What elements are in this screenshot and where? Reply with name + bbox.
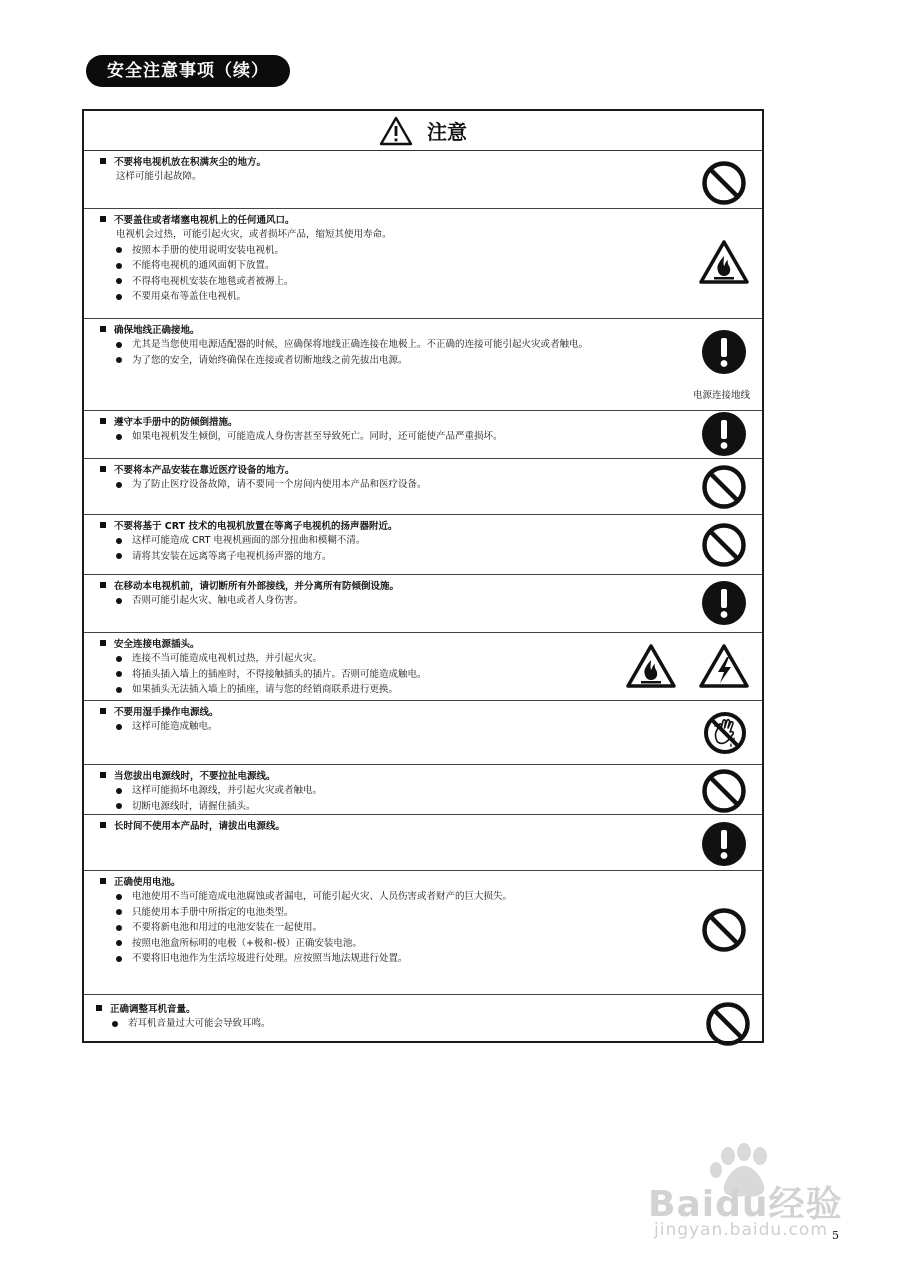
prohibition-icon	[705, 1001, 751, 1047]
fire-warning-icon	[698, 239, 750, 285]
prohibition-icon	[701, 907, 747, 953]
heading-marker	[100, 822, 106, 828]
caution-item-text: 这样可能造成触电。	[132, 721, 218, 732]
caution-item	[84, 995, 762, 1041]
heading-marker	[96, 1005, 102, 1011]
bullet-dot	[116, 263, 122, 269]
bullet-dot	[116, 788, 122, 794]
bullet-dot	[116, 357, 122, 363]
caution-item-heading: 不要盖住或者堵塞电视机上的任何通风口。	[114, 215, 295, 226]
bullet-dot	[116, 656, 122, 662]
watermark-url: jingyan.baidu.com	[654, 1220, 828, 1240]
prohibition-icon	[701, 522, 747, 568]
bullet-dot	[112, 1021, 118, 1027]
caution-item-heading: 不要将基于 CRT 技术的电视机放置在等离子电视机的扬声器附近。	[114, 521, 398, 532]
bullet-dot	[116, 925, 122, 931]
caution-item-text: 如果电视机发生倾倒，可能造成人身伤害甚至导致死亡。同时，还可能使产品严重损坏。	[132, 431, 503, 442]
caution-item	[84, 459, 762, 515]
caution-item-text: 这样可能引起故障。	[116, 171, 202, 182]
caution-item-heading: 不要将本产品安装在靠近医疗设备的地方。	[114, 465, 295, 476]
mandatory-icon	[701, 329, 747, 375]
bullet-dot	[116, 538, 122, 544]
bullet-dot	[116, 940, 122, 946]
heading-marker	[100, 326, 106, 332]
bullet-dot	[116, 687, 122, 693]
caution-item-text: 为了防止医疗设备故障，请不要同一个房间内使用本产品和医疗设备。	[132, 479, 427, 490]
caution-item-heading: 确保地线正确接地。	[114, 325, 200, 336]
caution-item-text: 电视机会过热，可能引起火灾，或者损坏产品，缩短其使用寿命。	[116, 229, 392, 240]
caution-title-bar	[84, 111, 762, 151]
bullet-dot	[116, 482, 122, 488]
bullet-dot	[116, 894, 122, 900]
caution-item-text: 按照本手册的使用说明安装电视机。	[132, 244, 285, 256]
bullet-dot	[116, 909, 122, 915]
caution-item-heading: 当您拔出电源线时，不要拉扯电源线。	[114, 771, 276, 782]
caution-item-heading: 在移动本电视机前，请切断所有外部接线，并分离所有防倾倒设施。	[114, 581, 400, 592]
bullet-dot	[116, 671, 122, 677]
caution-item	[84, 151, 762, 209]
bullet-dot	[116, 278, 122, 284]
heading-marker	[100, 708, 106, 714]
caution-item-text: 电池使用不当可能造成电池腐蚀或者漏电，可能引起火灾、人员伤害或者财产的巨大损失。	[132, 891, 513, 902]
mandatory-icon	[701, 821, 747, 867]
caution-item-heading: 不要将电视机放在积满灰尘的地方。	[114, 157, 267, 168]
bullet-dot	[116, 724, 122, 730]
heading-marker	[100, 466, 106, 472]
caution-item-heading: 遵守本手册中的防倾倒措施。	[114, 417, 238, 428]
caution-item-text: 不能将电视机的通风面朝下放置。	[132, 260, 275, 271]
no-wet-hands-icon	[703, 711, 747, 755]
bullet-dot	[116, 553, 122, 559]
caution-item-heading: 正确使用电池。	[114, 877, 181, 888]
caution-item-heading: 安全连接电源插头。	[114, 639, 200, 650]
caution-box	[82, 109, 764, 1043]
caution-item-text: 如果插头无法插入墙上的插座，请与您的经销商联系进行更换。	[132, 684, 399, 695]
caution-item	[84, 765, 762, 815]
prohibition-icon	[701, 160, 747, 206]
prohibition-icon	[701, 768, 747, 814]
caution-item-text: 不要将新电池和用过的电池安装在一起使用。	[132, 922, 323, 933]
caution-title: 注意	[427, 120, 467, 144]
heading-marker	[100, 640, 106, 646]
mandatory-icon	[701, 580, 747, 626]
electric-shock-warning-icon	[698, 643, 750, 689]
heading-marker	[100, 418, 106, 424]
bullet-dot	[116, 803, 122, 809]
baidu-jingyan-watermark	[640, 1140, 860, 1250]
fire-warning-icon	[625, 643, 677, 689]
caution-item-text: 不得将电视机安装在地毯或者被褥上。	[132, 275, 294, 287]
caution-item-text: 为了您的安全，请始终确保在连接或者切断地线之前先拔出电源。	[132, 354, 408, 366]
heading-marker	[100, 772, 106, 778]
caution-item-text: 按照电池盒所标明的电极（+极和-极）正确安装电池。	[132, 937, 362, 949]
heading-marker	[100, 878, 106, 884]
caution-item	[84, 871, 762, 995]
bullet-dot	[116, 598, 122, 604]
heading-marker	[100, 216, 106, 222]
heading-marker	[100, 582, 106, 588]
bullet-dot	[116, 294, 122, 300]
caution-item-text: 这样可能造成 CRT 电视机画面的部分扭曲和模糊不清。	[132, 535, 366, 546]
caution-item-text: 请将其安装在远离等离子电视机扬声器的地方。	[132, 550, 332, 562]
caution-item-text: 只能使用本手册中所指定的电池类型。	[132, 906, 294, 918]
page-number: 5	[832, 1229, 839, 1242]
heading-marker	[100, 522, 106, 528]
caution-item-text: 这样可能损坏电源线，并引起火灾或者触电。	[132, 785, 323, 796]
caution-item	[84, 515, 762, 575]
prohibition-icon	[701, 464, 747, 510]
caution-item-text: 若耳机音量过大可能会导致耳鸣。	[128, 1018, 271, 1029]
icon-caption: 电源连接地线	[693, 390, 751, 401]
caution-item-text: 不要将旧电池作为生活垃圾进行处理。应按照当地法规进行处置。	[132, 953, 408, 964]
caution-item-heading: 长时间不使用本产品时，请拔出电源线。	[114, 821, 286, 832]
warning-triangle-icon	[379, 116, 413, 146]
bullet-dot	[116, 434, 122, 440]
section-title-pill: 安全注意事项（续）	[86, 55, 290, 87]
caution-item	[84, 575, 762, 633]
mandatory-icon	[701, 411, 747, 457]
caution-item-heading: 不要用湿手操作电源线。	[114, 707, 219, 718]
caution-item-text: 尤其是当您使用电源适配器的时候，应确保将地线正确连接在地极上。不正确的连接可能引起火灾或者触电。	[132, 339, 589, 350]
watermark-brand: Baidu经验	[648, 1184, 843, 1225]
caution-item-heading: 正确调整耳机音量。	[110, 1004, 196, 1015]
caution-item	[84, 815, 762, 871]
caution-item	[84, 411, 762, 459]
heading-marker	[100, 158, 106, 164]
caution-item-text: 不要用桌布等盖住电视机。	[132, 291, 247, 302]
caution-item-text: 将插头插入墙上的插座时，不得接触插头的插片。否则可能造成触电。	[132, 668, 427, 680]
bullet-dot	[116, 956, 122, 962]
caution-item-text: 连接不当可能造成电视机过热，并引起火灾。	[132, 653, 323, 664]
caution-item	[84, 319, 762, 411]
bullet-dot	[116, 342, 122, 348]
bullet-dot	[116, 247, 122, 253]
caution-item-text: 切断电源线时，请握住插头。	[132, 800, 256, 812]
caution-item	[84, 633, 762, 701]
caution-item	[84, 701, 762, 765]
caution-item	[84, 209, 762, 319]
caution-item-text: 否则可能引起火灾、触电或者人身伤害。	[132, 595, 304, 606]
